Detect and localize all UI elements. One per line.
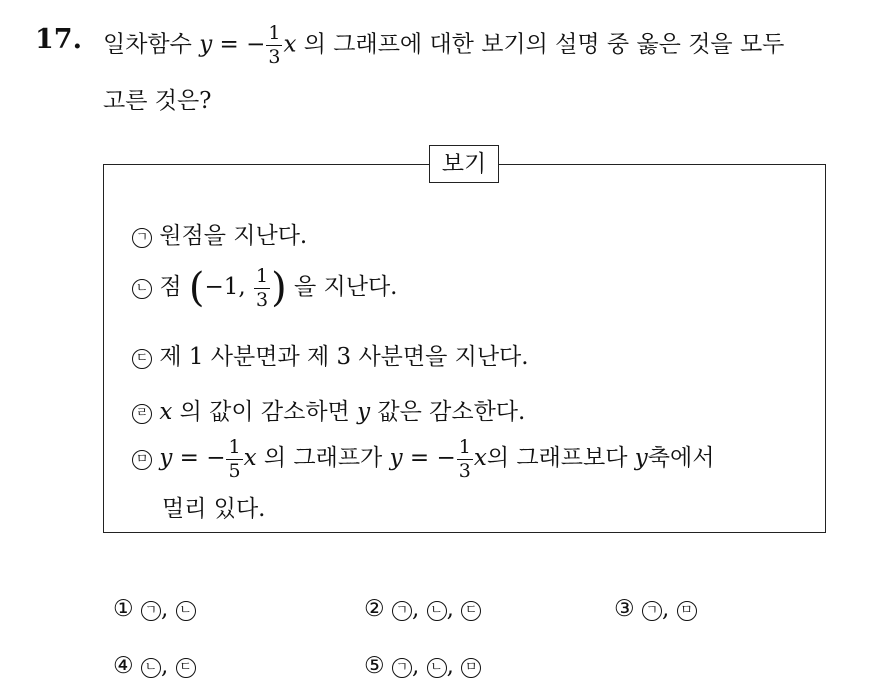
item-b-pre: 점 xyxy=(159,274,182,300)
choice-5-mark-1: ㄱ xyxy=(392,658,412,678)
question-pre: 일차함수 xyxy=(103,31,192,58)
item-e-x1: x xyxy=(243,445,257,471)
item-e-eq2: = − xyxy=(402,445,456,471)
item-e-post: 의 그래프보다 xyxy=(486,445,628,471)
item-e-f1-numerator: 1 xyxy=(228,435,241,458)
left-paren-icon: ( xyxy=(188,265,205,311)
choice-4[interactable]: ④ ㄴ , ㄷ xyxy=(113,653,196,679)
item-e-line-2: 멀리 있다. xyxy=(162,496,266,522)
item-b-point-x: −1, xyxy=(204,274,246,300)
choice-2-number: ② xyxy=(364,596,385,622)
item-e-f1-denominator: 5 xyxy=(228,459,241,482)
question-post: 의 그래프에 대한 보기의 설명 중 옳은 것을 모두 xyxy=(303,31,785,58)
choice-1-mark-1: ㄱ xyxy=(141,601,161,621)
choice-2-mark-1: ㄱ xyxy=(392,601,412,621)
item-e-y3: y xyxy=(634,445,648,471)
fraction-numerator: 1 xyxy=(268,22,281,44)
question-number: 17. xyxy=(35,24,82,55)
right-paren-icon: ) xyxy=(271,265,287,311)
question-line-2: 고른 것은? xyxy=(103,88,212,114)
item-e-x2: x xyxy=(473,445,487,471)
item-b-mark: ㄴ xyxy=(132,279,152,299)
choice-5-number: ⑤ xyxy=(364,653,385,679)
choice-2-mark-3: ㄷ xyxy=(461,601,481,621)
item-a xyxy=(132,217,307,250)
item-e-y2: y xyxy=(389,445,403,471)
example-box-title: 보기 xyxy=(429,145,499,183)
choice-5-mark-2: ㄴ xyxy=(427,658,447,678)
item-e-mid: 의 그래프가 xyxy=(263,445,383,471)
item-e-f2-denominator: 3 xyxy=(458,459,471,482)
item-d-mid: 의 값이 감소하면 xyxy=(179,399,350,425)
choice-1-mark-2: ㄴ xyxy=(176,601,196,621)
item-e-post2: 축에서 xyxy=(647,445,715,471)
choice-1-number: ① xyxy=(113,596,134,622)
item-b xyxy=(132,262,398,312)
item-b-post: 을 지난다. xyxy=(294,274,398,300)
fraction-denominator: 3 xyxy=(268,46,281,68)
item-d-var-x: x xyxy=(159,399,173,425)
fraction-one-third xyxy=(266,24,282,67)
item-c-mark: ㄷ xyxy=(132,349,152,369)
item-b-fraction-numerator: 1 xyxy=(255,264,269,287)
question-line-1 xyxy=(103,24,784,67)
item-c-text: 제 1 사분면과 제 3 사분면을 지난다. xyxy=(159,344,529,370)
item-e-f2-numerator: 1 xyxy=(458,435,471,458)
item-d-mark: ㄹ xyxy=(132,404,152,424)
choice-2-mark-2: ㄴ xyxy=(427,601,447,621)
choice-4-number: ④ xyxy=(113,653,134,679)
item-d xyxy=(132,393,525,426)
choice-3-mark-2: ㅁ xyxy=(677,601,697,621)
choice-3-number: ③ xyxy=(614,596,635,622)
fn-eq: = − xyxy=(212,31,266,58)
choice-5-mark-3: ㅁ xyxy=(461,658,481,678)
item-e-fraction-2 xyxy=(457,435,473,482)
fn-var-y: y xyxy=(199,31,213,58)
item-a-text: 원점을 지난다. xyxy=(159,223,308,249)
choice-4-mark-1: ㄴ xyxy=(141,658,161,678)
choice-1[interactable]: ① ㄱ , ㄴ xyxy=(113,596,196,622)
item-e xyxy=(132,436,714,481)
item-b-fraction-denominator: 3 xyxy=(255,288,269,311)
item-d-post: 값은 감소한다. xyxy=(377,399,526,425)
choice-3-mark-1: ㄱ xyxy=(642,601,662,621)
item-c xyxy=(132,338,529,371)
choice-5[interactable]: ⑤ ㄱ , ㄴ , ㅁ xyxy=(364,653,481,679)
choice-2[interactable]: ② ㄱ , ㄴ , ㄷ xyxy=(364,596,481,622)
item-a-mark: ㄱ xyxy=(132,228,152,248)
item-d-var-y: y xyxy=(357,399,371,425)
item-e-mark: ㅁ xyxy=(132,450,152,470)
choice-4-mark-2: ㄷ xyxy=(176,658,196,678)
item-b-fraction xyxy=(254,264,270,311)
choice-3[interactable]: ③ ㄱ , ㅁ xyxy=(614,596,697,622)
item-e-fraction-1 xyxy=(226,435,242,482)
item-e-eq1: = − xyxy=(172,445,226,471)
item-e-y1: y xyxy=(159,445,173,471)
fn-var-x: x xyxy=(283,31,297,58)
